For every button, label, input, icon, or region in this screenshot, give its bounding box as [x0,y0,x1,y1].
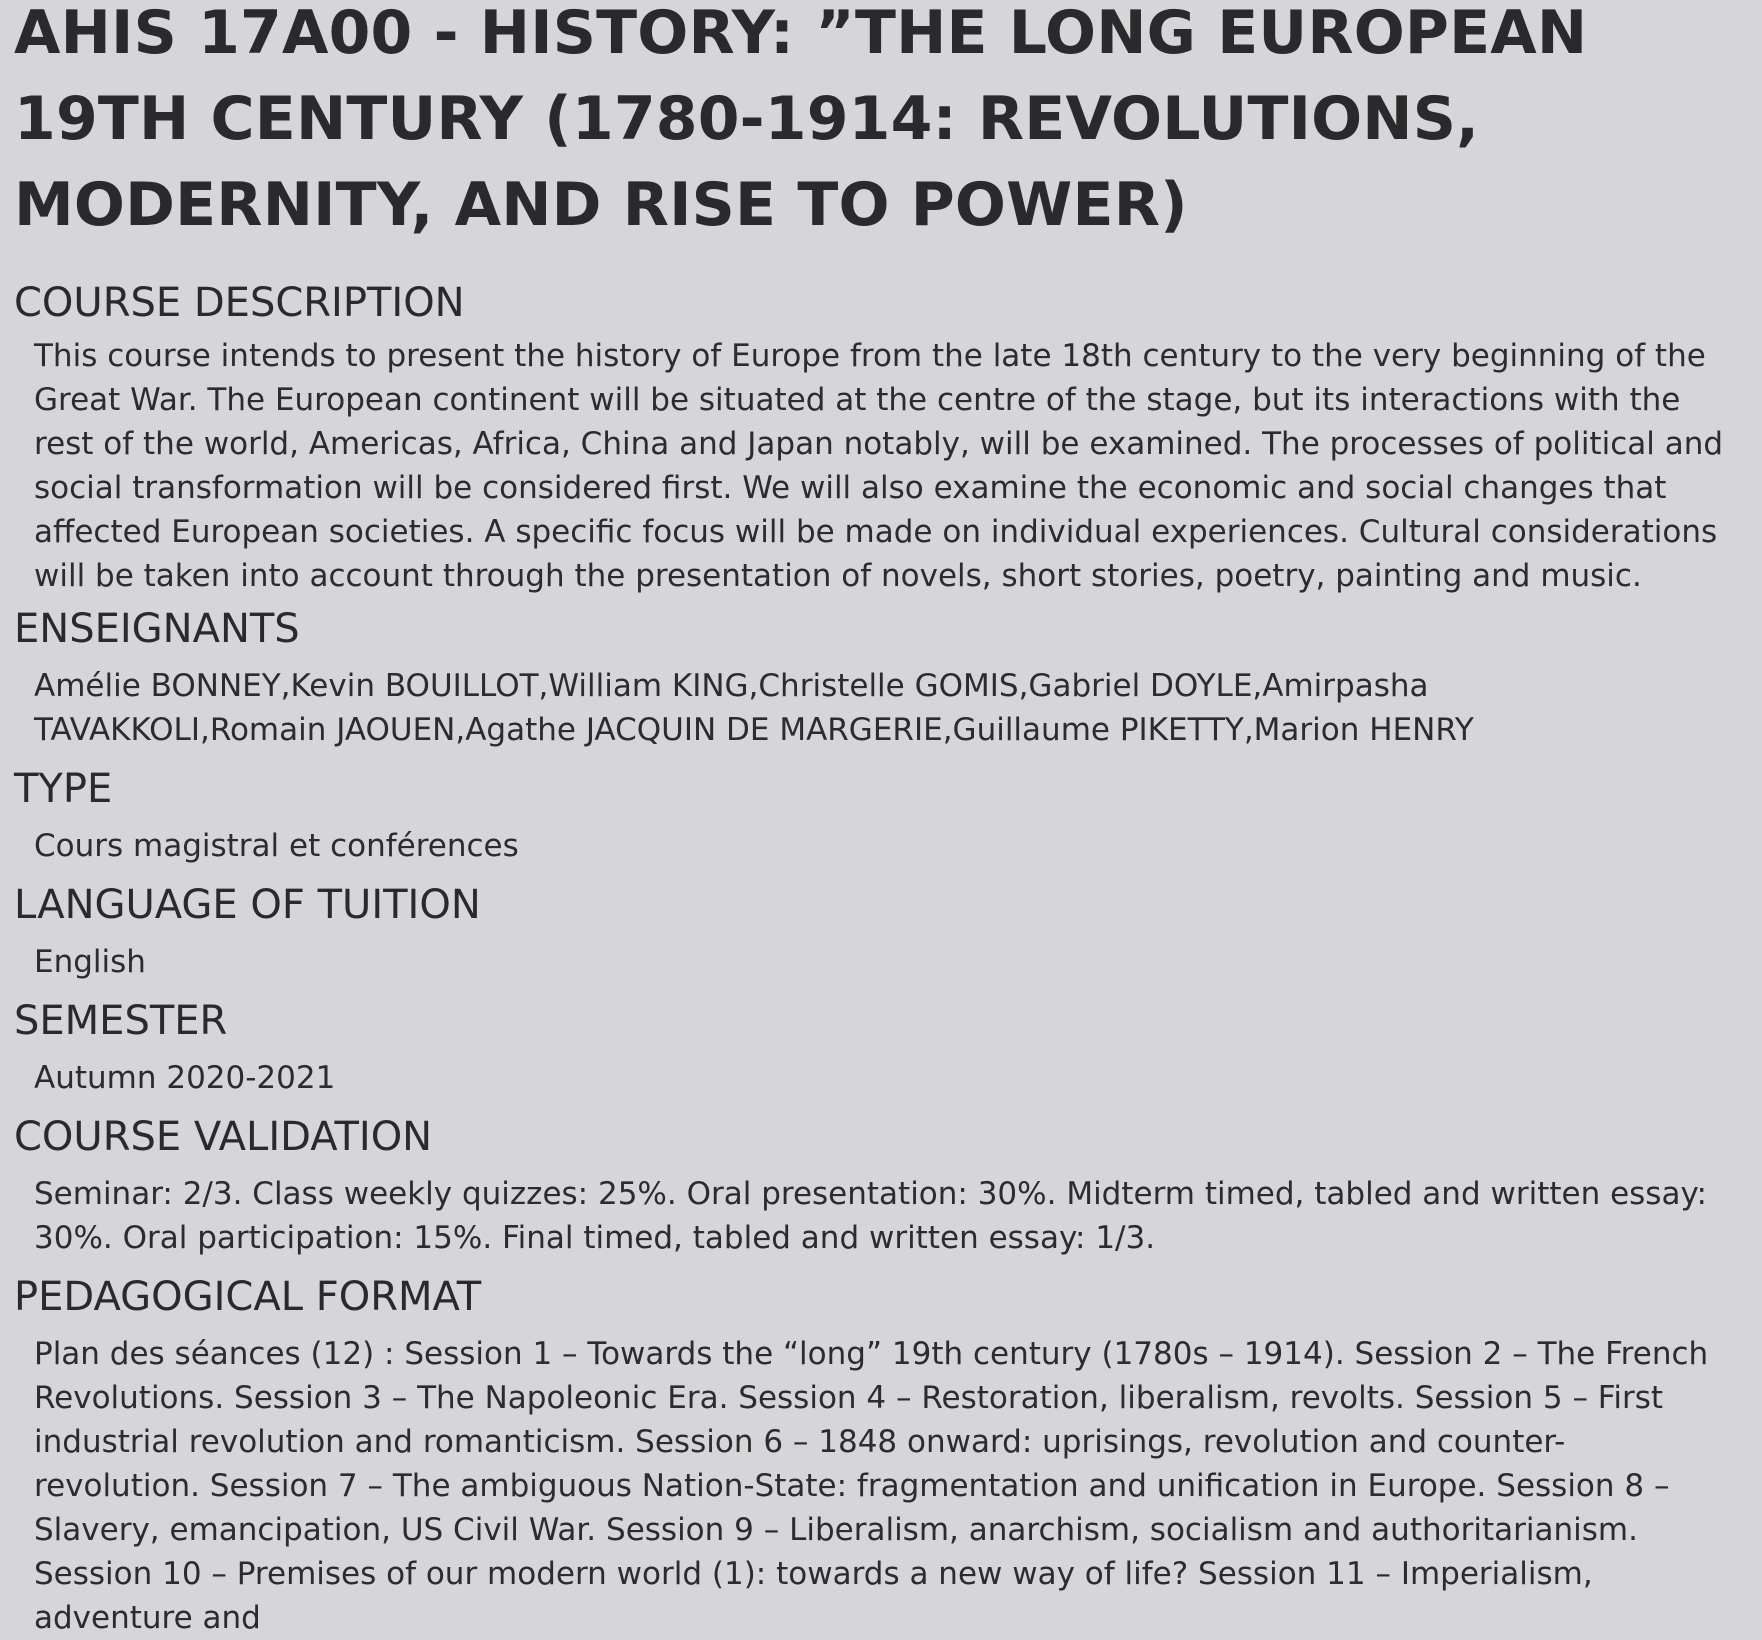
section-heading: ENSEIGNANTS [14,606,300,652]
section-heading: PEDAGOGICAL FORMAT [14,1274,482,1320]
section-heading: COURSE VALIDATION [14,1114,433,1160]
section-course-validation [14,1112,1762,1260]
section-language [14,880,1762,984]
section-body: Seminar: 2/3. Class weekly quizzes: 25%. Oral presentation: 30%. Midterm timed, tabled and written essay: 30%. Oral participation: 15%. Final timed, tabled and written essay: 1/3. [34,1176,1707,1256]
section-heading: LANGUAGE OF TUITION [14,882,481,928]
section-body: English [34,944,146,980]
section-type [14,764,1762,868]
section-semester [14,996,1762,1100]
course-title: AHIS 17A00 - HISTORY: ”THE LONG EUROPEAN 19TH CENTURY (1780-1914: REVOLUTIONS, MODERNITY, AND RISE TO POWER) [14,0,1588,240]
section-heading: COURSE DESCRIPTION [14,280,465,326]
section-course-description [14,278,1762,598]
section-heading: TYPE [14,766,113,812]
section-teachers [14,604,1762,752]
section-body: Plan des séances (12) : Session 1 – Towards the “long” 19th century (1780s – 1914). Session 2 – The French Revolutions. Session 3 – The Napoleonic Era. Session 4 – Restoration, liberalism, revolts. Session 5 – First industrial revolution and romanticism. Session 6 – 1848 onward: uprisings, revolution and counter-revolution. Session 7 – The ambiguous Nation-State: fragmentation and unification in Europe. Session 8 – Slavery, emancipation, US Civil War. Session 9 – Liberalism, anarchism, socialism and authoritarianism. Session 10 – Premises of our modern world (1): towards a new way of life? Session 11 – Imperialism, adventure and [34,1336,1709,1636]
section-body: Amélie BONNEY,Kevin BOUILLOT,William KING,Christelle GOMIS,Gabriel DOYLE,Amirpasha TAVAKKOLI,Romain JAOUEN,Agathe JACQUIN DE MARGERIE,Guillaume PIKETTY,Marion HENRY [34,668,1474,748]
section-pedagogical-format [14,1272,1762,1640]
section-body: Cours magistral et conférences [34,828,519,864]
section-body: This course intends to present the history of Europe from the late 18th century to the very beginning of the Great War. The European continent will be situated at the centre of the stage, but its interactions with the rest of the world, Americas, Africa, China and Japan notably, will be examined. The processes of political and social transformation will be considered first. We will also examine the economic and social changes that affected European societies. A specific focus will be made on individual experiences. Cultural considerations will be taken into account through the presentation of novels, short stories, poetry, painting and music. [34,338,1724,594]
section-heading: SEMESTER [14,998,228,1044]
section-body: Autumn 2020-2021 [34,1060,336,1096]
